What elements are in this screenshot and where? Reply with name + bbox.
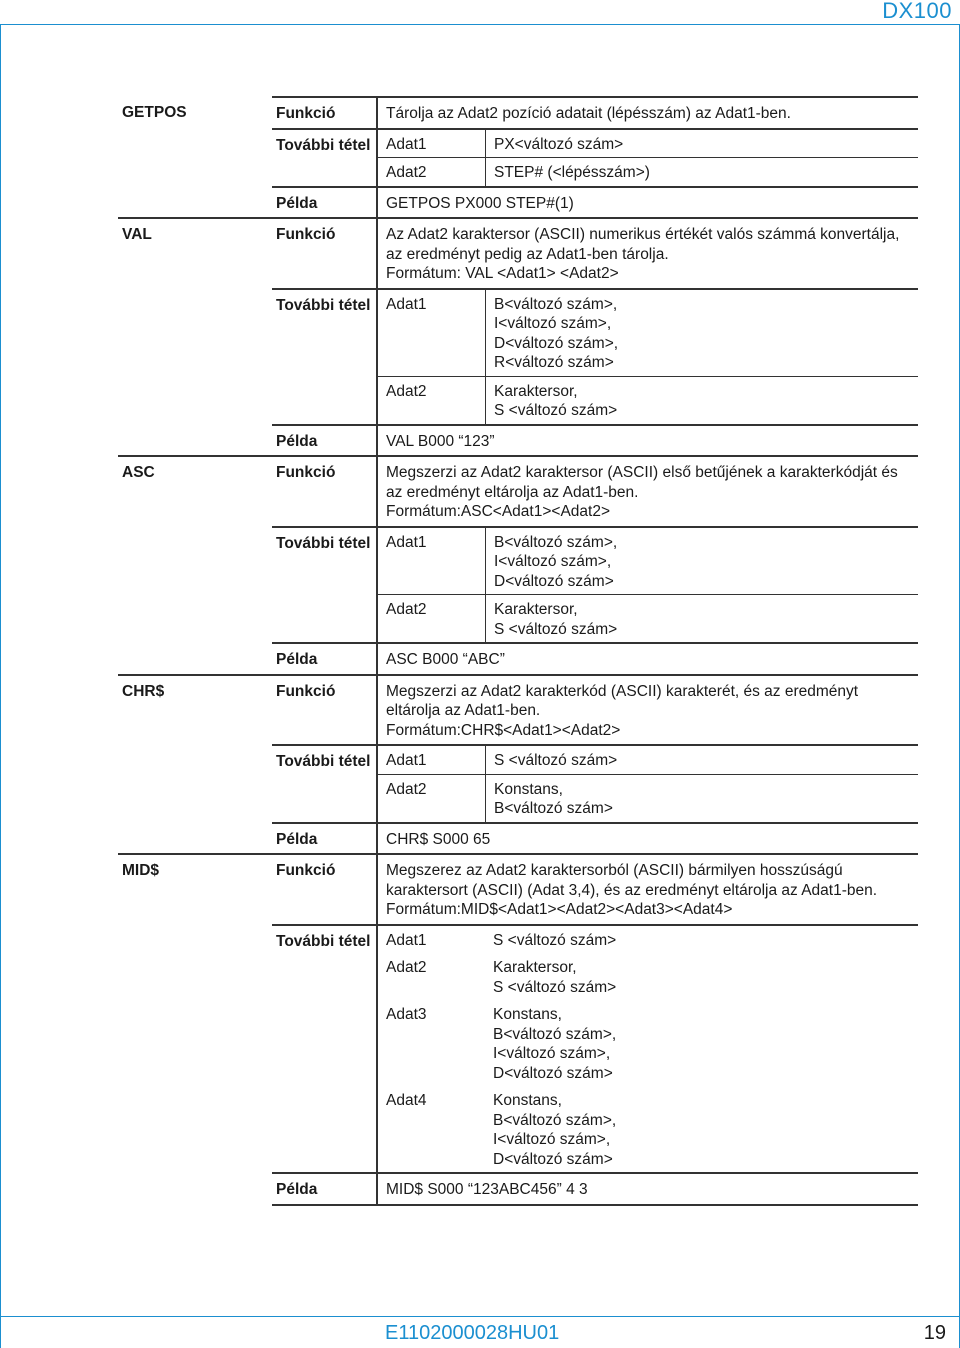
params-row-val (118, 289, 918, 425)
params-cell (377, 745, 918, 823)
command-name: GETPOS (122, 104, 187, 121)
param-name: Adat2 (378, 774, 486, 822)
label-funkcio: Funkció (272, 97, 377, 129)
label-funkcio: Funkció (272, 218, 377, 289)
function-line: karaktersort (ASCII) (Adat 3,4), és az eredményt eltárolja az Adat1-ben. (386, 881, 878, 899)
param-row (378, 953, 918, 1000)
param-value: D<változó szám> (493, 1064, 613, 1082)
param-row (378, 158, 918, 186)
param-value: STEP# (<lépésszám>) (494, 164, 650, 181)
label-tovabbi: További tétel (272, 745, 377, 823)
example-row-getpos (118, 187, 918, 219)
function-text (378, 98, 918, 128)
param-values (486, 290, 919, 377)
command-table (118, 96, 918, 1206)
param-values (486, 130, 919, 158)
param-value: I<változó szám>, (493, 1131, 611, 1148)
param-value: Konstans, (493, 1092, 562, 1109)
param-name: Adat1 (386, 295, 427, 313)
label-tovabbi: További tétel (272, 527, 377, 644)
param-values (485, 1000, 918, 1086)
spacer-cell (118, 1173, 272, 1205)
label-funkcio: Funkció (272, 854, 377, 925)
example-cell (377, 1173, 918, 1205)
function-text (378, 676, 918, 745)
params-table (378, 290, 918, 424)
param-value: S <változó szám> (494, 620, 618, 638)
command-row-asc (118, 456, 918, 527)
param-value: Karaktersor, (493, 959, 577, 976)
param-name: Adat1 (386, 931, 427, 949)
params-row-mid (118, 925, 918, 1174)
label-pelda: Példa (272, 425, 377, 457)
function-text (378, 219, 918, 288)
param-values (486, 774, 919, 822)
params-table (378, 926, 918, 1173)
param-name: Adat1 (386, 135, 427, 153)
param-value: Konstans, (493, 1006, 562, 1023)
params-row-asc (118, 527, 918, 644)
function-line: az eredményt pedig az Adat1-ben tárolja. (386, 245, 669, 263)
function-description (377, 456, 918, 527)
command-row-mid (118, 854, 918, 925)
param-row (378, 130, 918, 158)
param-values (485, 953, 918, 1000)
example-text: VAL B000 “123” (386, 432, 495, 450)
example-row-mid (118, 1173, 918, 1205)
spacer-cell (118, 527, 272, 644)
label-tovabbi: További tétel (272, 925, 377, 1174)
param-value: I<változó szám>, (493, 1045, 611, 1062)
param-value: B<változó szám>, (493, 1025, 617, 1043)
spacer-cell (118, 289, 272, 425)
param-values (486, 595, 919, 643)
param-row (378, 926, 918, 954)
param-value: PX<változó szám> (494, 135, 624, 153)
param-row (378, 528, 918, 595)
function-line: Formátum:MID$<Adat1><Adat2><Adat3><Adat4> (386, 901, 733, 918)
example-row-chr (118, 823, 918, 855)
function-line: Formátum:CHR$<Adat1><Adat2> (386, 721, 621, 739)
command-row-val (118, 218, 918, 289)
param-value: S <változó szám> (494, 752, 618, 769)
left-frame-rule (0, 24, 1, 1348)
params-table (378, 130, 918, 186)
spacer-cell (118, 187, 272, 219)
param-value: R<változó szám> (494, 354, 614, 371)
command-name: CHR$ (118, 675, 272, 746)
params-row-chr (118, 745, 918, 823)
function-description (377, 97, 918, 129)
param-value: Karaktersor, (494, 382, 578, 400)
param-value: B<változó szám> (494, 800, 613, 817)
param-row (378, 774, 918, 822)
param-row (378, 595, 918, 643)
param-value: Konstans, (494, 780, 563, 798)
example-cell (377, 425, 918, 457)
param-values (485, 926, 918, 954)
command-row-chr (118, 675, 918, 746)
function-line: Tárolja az Adat2 pozíció adatait (lépésszám) az Adat1-ben. (386, 105, 791, 122)
param-name: Adat1 (386, 752, 427, 769)
example-cell (377, 187, 918, 219)
param-value: I<változó szám>, (494, 315, 612, 332)
example-text: GETPOS PX000 STEP#(1) (386, 194, 574, 212)
param-value: D<változó szám>, (494, 334, 619, 352)
param-name: Adat1 (386, 533, 427, 551)
command-name: MID$ (118, 854, 272, 925)
command-name: VAL (118, 218, 272, 289)
function-line: az eredményt eltárolja az Adat1-ben. (386, 483, 639, 501)
param-row (378, 746, 918, 774)
function-line: Megszerzi az Adat2 karaktersor (ASCII) első betűjének a karakterkódját és (386, 464, 898, 481)
param-name: Adat2 (378, 376, 486, 424)
param-name: Adat3 (386, 1006, 427, 1023)
param-value: D<változó szám> (493, 1150, 613, 1168)
param-values (486, 528, 919, 595)
param-value: Karaktersor, (494, 601, 578, 618)
example-row-val (118, 425, 918, 457)
param-values (486, 376, 919, 424)
function-line: Formátum:ASC<Adat1><Adat2> (386, 503, 611, 520)
param-value: B<változó szám>, (493, 1111, 617, 1129)
spacer-cell (118, 129, 272, 187)
params-cell (377, 925, 918, 1174)
function-line: Az Adat2 karaktersor (ASCII) numerikus értékét valós számmá konvertálja, (386, 226, 900, 243)
param-value: S <változó szám> (493, 931, 617, 949)
example-row-asc (118, 643, 918, 675)
params-cell (377, 527, 918, 644)
document-title: DX100 (882, 0, 952, 23)
param-value: B<változó szám>, (494, 295, 618, 313)
spacer-cell (118, 643, 272, 675)
param-value: D<változó szám> (494, 572, 614, 590)
label-tovabbi: További tétel (272, 129, 377, 187)
example-text: ASC B000 “ABC” (386, 651, 505, 668)
param-name: Adat2 (386, 959, 427, 976)
params-cell (377, 129, 918, 187)
function-line: Megszerez az Adat2 karaktersorból (ASCII) bármilyen hosszúságú (386, 862, 843, 879)
param-row (378, 1086, 918, 1172)
spacer-cell (118, 745, 272, 823)
function-text (378, 855, 918, 924)
label-pelda: Példa (272, 187, 377, 219)
label-funkcio: Funkció (272, 456, 377, 527)
function-description (377, 675, 918, 746)
params-cell (377, 289, 918, 425)
example-cell (377, 643, 918, 675)
spacer-cell (118, 925, 272, 1174)
param-name: Adat2 (378, 158, 486, 186)
function-line: Megszerzi az Adat2 karakterkód (ASCII) karakterét, és az eredményt (386, 682, 859, 700)
label-pelda: Példa (272, 1173, 377, 1205)
params-table (378, 746, 918, 822)
param-row (378, 1000, 918, 1086)
command-row-getpos (118, 97, 918, 129)
label-pelda: Példa (272, 823, 377, 855)
footer-rule (0, 1316, 960, 1317)
params-table (378, 528, 918, 643)
header-rule (0, 24, 960, 25)
param-name: Adat4 (386, 1092, 427, 1109)
param-row (378, 376, 918, 424)
param-name: Adat2 (378, 595, 486, 643)
document-code: E1102000028HU01 (385, 1322, 560, 1344)
function-text (378, 457, 918, 526)
params-row-getpos (118, 129, 918, 187)
example-text: CHR$ S000 65 (386, 830, 491, 848)
command-name: ASC (118, 456, 272, 527)
param-values (486, 158, 919, 186)
example-cell (377, 823, 918, 855)
spacer-cell (118, 823, 272, 855)
page-number: 19 (923, 1322, 946, 1344)
function-description (377, 218, 918, 289)
label-pelda: Példa (272, 643, 377, 675)
function-line: Formátum: VAL <Adat1> <Adat2> (386, 265, 619, 282)
label-tovabbi: További tétel (272, 289, 377, 425)
label-funkcio: Funkció (272, 675, 377, 746)
function-description (377, 854, 918, 925)
param-value: I<változó szám>, (494, 553, 612, 570)
param-values (485, 1086, 918, 1172)
param-values (486, 746, 919, 774)
example-text: MID$ S000 “123ABC456” 4 3 (386, 1181, 588, 1198)
param-value: S <változó szám> (493, 978, 617, 996)
param-value: B<változó szám>, (494, 533, 618, 551)
spacer-cell (118, 425, 272, 457)
param-row (378, 290, 918, 377)
function-line: eltárolja az Adat1-ben. (386, 702, 541, 719)
param-value: S <változó szám> (494, 402, 618, 419)
